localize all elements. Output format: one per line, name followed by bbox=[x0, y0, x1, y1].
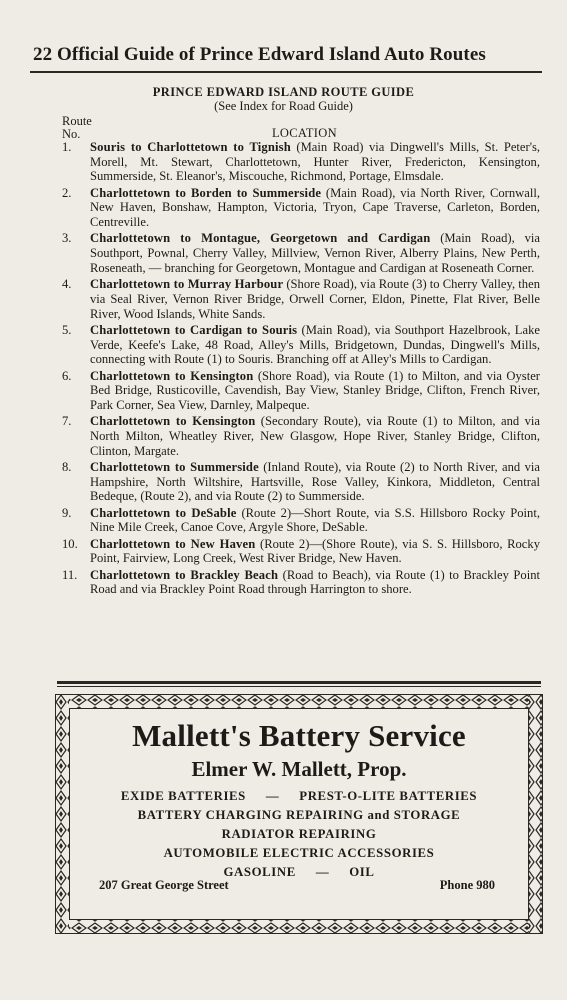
number-column-label: No. bbox=[62, 127, 81, 141]
route-description: (Secondary Route), via Route (1) to Milton, and via North Milton, Wheatley River, New Glasgow, Hope River, Stanley Bridge, Clifton, Clinton, Margate. bbox=[90, 414, 540, 458]
route-title: Souris to Charlottetown to Tignish bbox=[90, 140, 291, 154]
route-entry bbox=[62, 140, 540, 184]
route-number: 5. bbox=[62, 322, 72, 337]
ad-proprietor: Elmer W. Mallett, Prop. bbox=[191, 757, 407, 781]
route-number: 3. bbox=[62, 231, 72, 246]
route-title: Charlottetown to New Haven bbox=[90, 536, 256, 551]
ad-text: OIL bbox=[349, 865, 375, 879]
route-title: Charlottetown to Brackley Beach bbox=[90, 567, 279, 582]
route-description: (Route 2)—(Shore Route), via S. S. Hillsboro, Rocky Point, Fairview, Long Creek, West River Bridge, New Haven. bbox=[90, 536, 540, 566]
ad-dash: — bbox=[315, 865, 330, 879]
route-number: 6. bbox=[62, 368, 72, 383]
ad-line-batteries bbox=[55, 789, 543, 804]
route-title: Charlottetown to Kensington bbox=[90, 414, 256, 429]
location-column-label: LOCATION bbox=[272, 126, 337, 140]
route-entry bbox=[62, 460, 540, 504]
route-number: 8. bbox=[62, 459, 72, 474]
route-entry bbox=[62, 369, 540, 413]
route-title: Charlottetown to Cardigan to Souris bbox=[90, 322, 298, 337]
route-title: Charlottetown to DeSable bbox=[90, 505, 237, 520]
route-number: 2. bbox=[62, 185, 72, 200]
guide-title: PRINCE EDWARD ISLAND ROUTE GUIDE bbox=[152, 85, 415, 99]
route-entry bbox=[62, 506, 540, 535]
route-description: (Main Road) via Dingwell's Mills, St. Peter's, Morell, Mt. Stewart, Charlottetown, Hunter River, Fredericton, Kensington, Summerside, St. Eleanor's, Miscouche, Richmond, Portage, Elmsdale. bbox=[90, 140, 541, 184]
route-number: 1. bbox=[62, 140, 72, 154]
route-number: 4. bbox=[62, 277, 72, 292]
ad-line-accessories: AUTOMOBILE ELECTRIC ACCESSORIES bbox=[163, 846, 435, 860]
section-divider-thin bbox=[57, 686, 541, 687]
ad-title: Mallett's Battery Service bbox=[132, 718, 466, 753]
section-divider bbox=[57, 681, 541, 684]
guide-subtitle: (See Index for Road Guide) bbox=[214, 99, 353, 113]
route-entry bbox=[62, 568, 540, 597]
header-rule bbox=[30, 71, 542, 73]
ad-dash: — bbox=[265, 789, 280, 803]
route-entry bbox=[62, 186, 540, 230]
route-entry bbox=[62, 414, 540, 458]
ad-text: GASOLINE bbox=[223, 865, 296, 879]
ad-phone: Phone 980 bbox=[439, 878, 495, 892]
route-entry bbox=[62, 277, 540, 321]
route-number: 11. bbox=[62, 567, 78, 582]
route-description: (Main Road), via Southport Hazelbrook, Lake Verde, Keefe's Lake, 48 Road, Alley's Mills, Bridgetown, Dundas, Dingwell's Mills, connecting with Route (1) to Souris. Branching off at Alley's Mills to Cardigan. bbox=[90, 322, 540, 367]
ad-text: EXIDE BATTERIES bbox=[120, 789, 246, 803]
route-entry bbox=[62, 231, 540, 275]
route-description: (Road to Beach), via Route (1) to Brackley Point Road and via Brackley Point Road through Harrington to shore. bbox=[90, 567, 540, 597]
page-header: 22 Official Guide of Prince Edward Island Auto Routes bbox=[33, 44, 486, 65]
route-entry bbox=[62, 537, 540, 566]
route-description: (Shore Road), via Route (3) to Cherry Valley, then via Seal River, Vernon River Bridge, Orwell Corner, Eldon, Pinette, Flat River, Belle River, Wood Islands, White Sands. bbox=[90, 277, 540, 321]
ad-line-charging: BATTERY CHARGING REPAIRING and STORAGE bbox=[137, 808, 461, 822]
route-description: (Inland Route), via Route (2) to North River, and via Hampshire, North Wiltshire, Hartsville, Rose Valley, Kinkora, Middleton, Central Bedeque, (Route 2), and via Route (2) to Summerside. bbox=[90, 459, 540, 504]
route-number: 7. bbox=[62, 414, 72, 429]
route-description: (Main Road), via Southport, Pownal, Cherry Valley, Millview, Vernon River, Alberry Plains, New Perth, Roseneath, — branching for Georgetown, Montague and Cardigan at Roseneath Corner. bbox=[90, 231, 540, 275]
ad-address: 207 Great George Street bbox=[99, 878, 229, 892]
route-entry bbox=[62, 323, 540, 367]
route-list bbox=[62, 140, 540, 599]
route-title: Charlottetown to Montague, Georgetown and Cardigan bbox=[90, 231, 431, 246]
route-title: Charlottetown to Murray Harbour bbox=[90, 277, 284, 292]
route-description: (Shore Road), via Route (1) to Milton, and via Oyster Bed Bridge, Rusticoville, Cavendish, Bay View, Stanley Bridge, Clifton, French River, Park Corner, Sea View, Darnley, Malpeque. bbox=[90, 368, 540, 412]
ad-text: PREST-O-LITE BATTERIES bbox=[299, 789, 478, 803]
route-title: Charlottetown to Summerside bbox=[90, 459, 259, 474]
route-number: 10. bbox=[62, 536, 78, 551]
route-description: (Main Road), via North River, Cornwall, New Haven, Bonshaw, Hampton, Victoria, Tryon, Cape Traverse, Carleton, Borden, Centreville. bbox=[90, 185, 540, 230]
route-description: (Route 2)—Short Route, via S.S. Hillsboro Rocky Point, Nine Mile Creek, Canoe Cove, Argyle Shore, DeSable. bbox=[90, 505, 540, 535]
route-title: Charlottetown to Kensington bbox=[90, 368, 254, 383]
route-title: Charlottetown to Borden to Summerside bbox=[90, 185, 322, 200]
advertisement bbox=[55, 694, 543, 934]
route-column-label: Route bbox=[62, 114, 92, 128]
route-number: 9. bbox=[62, 505, 72, 520]
ad-line-radiator: RADIATOR REPAIRING bbox=[221, 827, 377, 841]
